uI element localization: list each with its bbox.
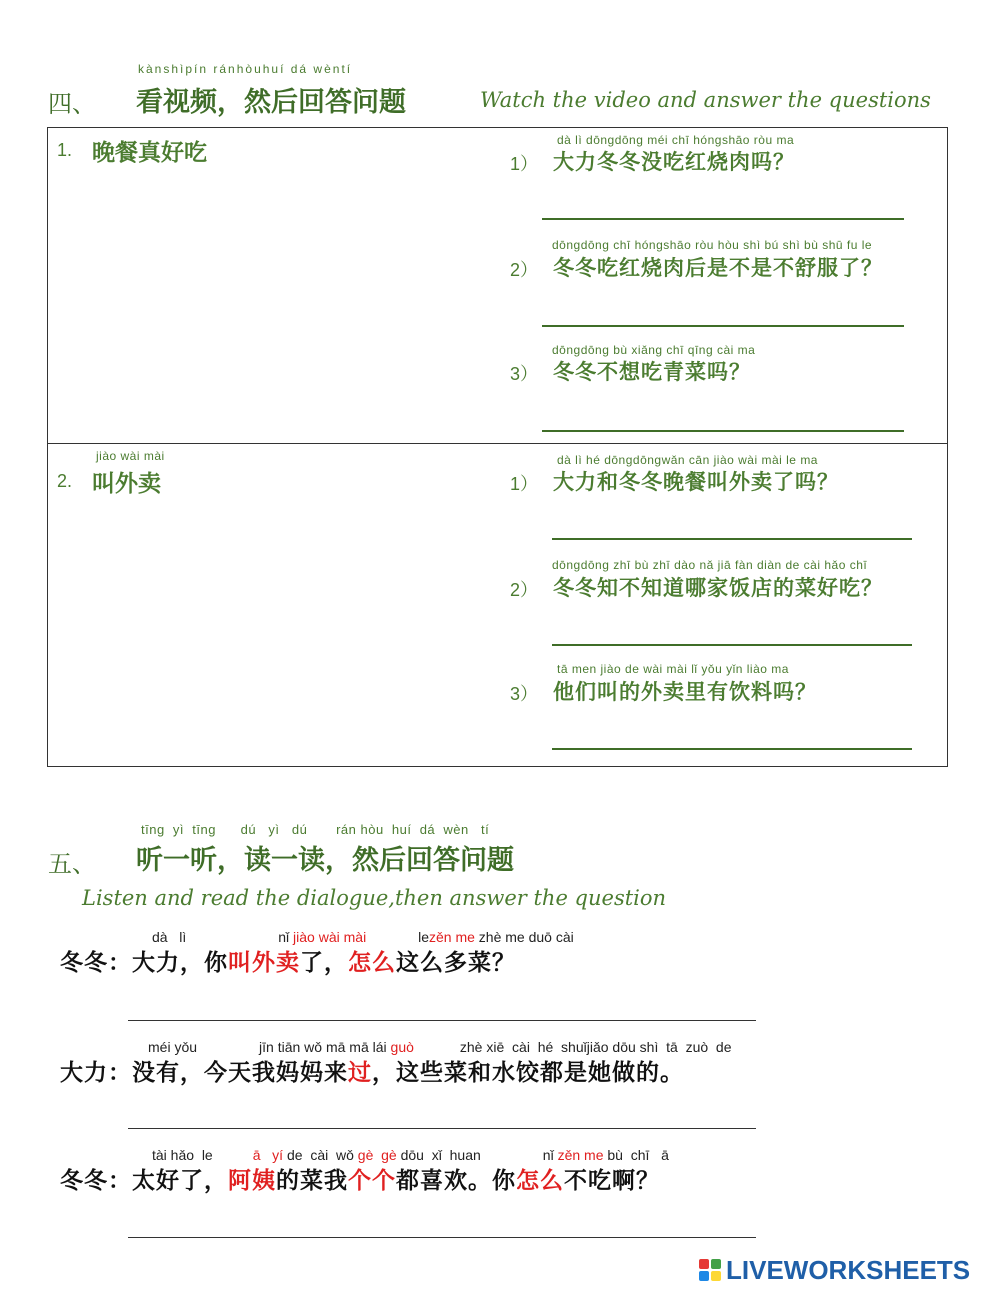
video2-q2-answer-line[interactable] [552,644,912,646]
section5-number: 五、 [48,850,96,878]
video2-q1-text: 大力和冬冬晚餐叫外卖了吗？ [553,470,839,494]
highlighted-word: 怎么 [348,950,396,976]
video1-q1-text: 大力冬冬没吃红烧肉吗？ [553,150,795,174]
dialogue-line2-pinyin-segment: méi yǒu [148,1039,198,1055]
video1-q2-pinyin: dōngdōng chī hóngshāo ròu hòu shì bú shì bù shū fu le [552,238,873,252]
section4-english: Watch the video and answer the questions [480,88,931,112]
section4-pinyin: kànshìpín ránhòuhuí dá wèntí [138,62,353,76]
dialogue-line1-answer[interactable] [128,1020,756,1021]
dialogue-line3-pinyin-segment: dōu xǐ huan [396,1147,481,1163]
dialogue-line2-pinyin-segment: guò [390,1039,414,1055]
logo-text: LIVEWORKSHEETS [726,1255,971,1285]
video1-number: 1. [57,140,73,160]
dialogue-line2 [60,1054,684,1087]
video1-q3-number: 3） [510,364,539,384]
dialogue-line3-pinyin-segment: gè gè [357,1147,397,1163]
video2-q1-number: 1） [510,474,539,494]
video2-q3-answer-line[interactable] [552,748,912,750]
dialogue-line1-pinyin-segment: nǐ [278,929,294,945]
video2-q2-pinyin: dōngdōng zhī bù zhī dào nǎ jiā fàn diàn de cài hǎo chī [552,558,868,572]
dialogue-text: 大力，你 [132,950,228,976]
speaker-label: 大力： [60,1060,132,1086]
dialogue-line3-pinyin-segment: tài hǎo le [152,1147,213,1163]
video1-q2-text: 冬冬吃红烧肉后是不是不舒服了？ [553,256,883,280]
video1-q3-text: 冬冬不想吃青菜吗？ [553,360,751,384]
dialogue-line1-pinyin-segment: zhè me duō cài [474,929,574,945]
logo-block [699,1271,709,1281]
highlighted-word: 叫外卖 [228,950,300,976]
logo-block [711,1259,721,1269]
dialogue-text: 不吃啊？ [564,1168,660,1194]
video2-number: 2. [57,471,73,491]
logo-block [699,1259,709,1269]
logo-block [711,1271,721,1281]
logo-blocks-icon [697,1257,723,1283]
dialogue-line3-pinyin-segment: ā yí [252,1147,284,1163]
video1-q2-answer-line[interactable] [542,325,904,327]
video2-pinyin: jiào wài mài [96,449,165,463]
video2-q3-text: 他们叫的外卖里有饮料吗？ [553,680,817,704]
video2-title: 叫外卖 [92,471,161,497]
video1-box [47,127,948,444]
dialogue-line3 [60,1162,660,1195]
highlighted-word: 怎么 [516,1168,564,1194]
dialogue-line3-pinyin-segment: zěn me [557,1147,604,1163]
video1-q3-pinyin: dōngdōng bù xiǎng chī qīng cài ma [552,343,756,357]
dialogue-line3-pinyin-segment: de cài wǒ [283,1147,358,1163]
section4-title: 看视频，然后回答问题 [136,87,406,118]
dialogue-text: 没有，今天我妈妈来 [132,1060,348,1086]
video1-q2-number: 2） [510,260,539,280]
section5-english: Listen and read the dialogue,then answer the question [82,886,667,910]
highlighted-word: 阿姨 [228,1168,276,1194]
dialogue-line1-pinyin-segment: le [414,929,429,945]
dialogue-text: ，这些菜和水饺都是她做的。 [372,1060,684,1086]
liveworksheets-logo [697,1257,723,1283]
video2-q2-number: 2） [510,580,539,600]
dialogue-line2-pinyin [148,1039,732,1055]
speaker-label: 冬冬： [60,950,132,976]
dialogue-line2-answer[interactable] [128,1128,756,1129]
section4-number: 四、 [48,90,96,118]
dialogue-line1-pinyin-segment: zěn me [428,929,475,945]
dialogue-line2-pinyin-segment: zhè xiē cài hé shuǐjiǎo dōu shì tā zuò de [459,1039,732,1055]
dialogue-text: 太好了， [132,1168,228,1194]
dialogue-line3-pinyin-segment: nǐ [542,1147,558,1163]
section5-title: 听一听，读一读，然后回答问题 [136,845,514,876]
video1-q1-answer-line[interactable] [542,218,904,220]
dialogue-line1-pinyin-segment: dà lì [152,929,187,945]
highlighted-word: 个个 [348,1168,396,1194]
dialogue-line1-pinyin [152,929,574,945]
speaker-label: 冬冬： [60,1168,132,1194]
video1-title: 晚餐真好吃 [92,140,207,166]
dialogue-line3-pinyin-segment: bù chī ā [603,1147,669,1163]
video1-q1-number: 1） [510,154,539,174]
video2-q1-pinyin: dà lì hé dōngdōngwǎn cān jiào wài mài le ma [557,453,818,467]
video2-q2-text: 冬冬知不知道哪家饭店的菜好吃？ [553,576,883,600]
dialogue-line2-pinyin-segment: jīn tiān wǒ mā mā lái [259,1039,391,1055]
dialogue-line3-pinyin [152,1147,669,1163]
dialogue-text: 的菜我 [276,1168,348,1194]
video1-q3-answer-line[interactable] [542,430,904,432]
section5-pinyin: tīng yì tīng dú yì dú rán hòu huí dá wèn tí [141,822,490,837]
dialogue-line1 [60,944,516,977]
highlighted-word: 过 [348,1060,372,1086]
video2-q1-answer-line[interactable] [552,538,912,540]
video1-q1-pinyin: dà lì dōngdōng méi chī hóngshāo ròu ma [557,133,795,147]
dialogue-text: 都喜欢。你 [396,1168,516,1194]
dialogue-text: 这么多菜？ [396,950,516,976]
dialogue-line3-answer[interactable] [128,1237,756,1238]
dialogue-line1-pinyin-segment: jiào wài mài [293,929,367,945]
video2-q3-pinyin: tā men jiào de wài mài lǐ yǒu yǐn liào ma [557,662,789,676]
video2-q3-number: 3） [510,684,539,704]
dialogue-text: 了， [300,950,348,976]
